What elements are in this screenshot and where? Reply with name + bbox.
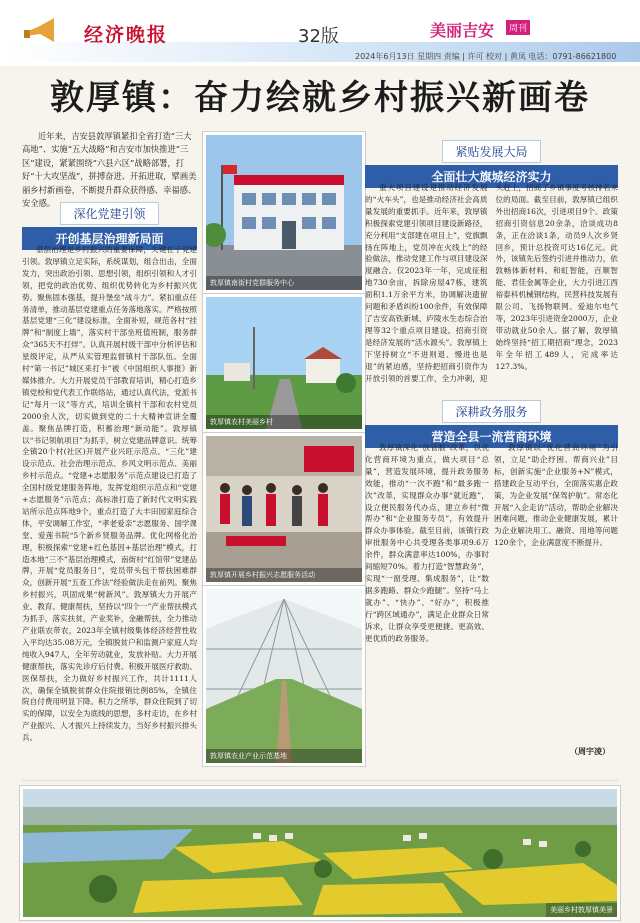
masthead-info: 2024年6月13日 星期四 责编 | 许可 校对 | 黄凤 电话：0791-86621800 (355, 52, 617, 61)
section-2-subtitle: 全面壮大旗城经济实力 (365, 165, 618, 188)
section-3-body-right: 敦厚镇以“优化营商环境”为引领，立足“助企纾困、帮商兴业”目标，创新实施“企业服务+N”模式，搭建政企互动平台，全面落实惠企政策，为企业发展“保驾护航”。常态化开展“入企走访”活动，帮助企业解决困难问题，推动企业健康发展，累计为企业解决用工、融资、用地等问题120余个，企业满意度不断提升。 (494, 443, 618, 548)
section-1-body: 基层治理是乡村振兴的重要保障，关键在于党建引领。敦厚镇立足实际，系统谋划，组合出击，全面发力，突出政治引领、思想引领，组织引领和人才引领，把党的政治优势、组织优势转化为乡村振兴优势。聚焦固本强基，提升堡垒“战斗力”。紧扣重点任务清单，推动基层党建重点任务落地落实。严格按照基层党建“三化”建设标准，全面补短，规范各村“挂牌”和“制度上墙”，落实村干部坐班值班制，服务群众“365天不打烊”。认真开展村级干部中分析评估和星级评定，从严从实管理监督镇村干部队伍。全面村“第一书记”城区来打卡”被《中国组织人事报》新媒体推介。大力开展党员干部教育培训，精心打造乡镇党校和党代表工作联络站，通过认真代法，党派书记“每月一议”等方式，培训全镇村干部和农村党员2000余人次，切实做到党的二十大精神宣讲全覆盖。聚焦品牌打造，积蓄治理“新动能”。敦厚镇以“书记领航项目”为抓手，树立党建品牌意识。统筹全镇20个村(社区)开展产业兴旺示范点、“三化”建设示范点、社会治理示范点、乡风文明示范点、美丽乡村示范点。“党建+志愿服务”示范点建设已打造了全国村级党建服务阵地，发挥党组织示范点和“党建+志愿服务”示范点；高标准打造了新时代文明实践站所示范点阵地9个，重点打造了大丰田园家庭综合体，平安调解工作室，“孝老爱亲”志愿服务、国学课堂、爱莲书院“5个新乡贤服务品牌。优化网格化治理，积极探索“党建+红色基因+基层治理”模式，打造本地“三不”基层治理模式，南街村“红馆带”党建品牌，开展“党员服务日”，党员带头包干帮扶困难群众，创新开展“五查工作法”经验做法走在前列。聚焦乡村振兴，巩固成果“树新风”。敦厚镇大力开展产业、教育、健康帮扶，坚持以“四个一”产业帮扶模式为抓手，落实扶贫，产业奖补，金融帮扶，全力推动产业联农带农，2023年全镇村级集体经济经营性收入平均达35.08万元，全镇脱贫户和监测户家庭人均纯收入947人，全年劳动就业，发放补贴。大力开展健康帮扶，落实先诊疗后付费。积极开展医疗救助、医保帮扶，全力做好乡村振兴工作，共计1111人次，确保全镇脱贫群众住院报销比例85%，全镇住院自付费用明显下降。积力之所举，群众住院到了切实的保障，以安全为底线的思想，多村走访，在乡村产业振兴、人才振兴上持续发力，当好乡村振兴排头兵。 (22, 245, 197, 743)
right-logo: 美丽吉安 (430, 21, 495, 40)
section-3-header (365, 400, 618, 448)
section-3-subtitle: 营造全县一流营商环境 (365, 425, 618, 448)
photo-service-center (203, 132, 365, 293)
photo-1-caption: 敦厚镇南街村党群服务中心 (206, 276, 362, 290)
photo-4-caption: 敦厚镇农业产业示范基地 (206, 749, 362, 763)
edition-tag: 周刊 (506, 20, 530, 35)
photo-3-caption: 敦厚镇开展乡村振兴志愿服务活动 (206, 568, 362, 582)
masthead-left-logo-area (22, 10, 232, 54)
photo-volunteer-event (203, 433, 365, 585)
masthead (0, 0, 640, 66)
lead-paragraph: 近年来，吉安县敦厚镇紧扣全省打造“三大高地”、实施“五大战略”和吉安市加快推进“三区”建设，紧紧围绕“六县六区”战略部署，打好“十大攻坚战”，拼搏奋进、开拓进取，擘画美丽乡村新画卷，不断提升群众获得感、幸福感、安全感。 (22, 131, 197, 209)
photo-panorama (20, 786, 620, 920)
volunteer-event-picture (206, 436, 362, 582)
divider (22, 780, 618, 781)
village-road-picture (206, 297, 362, 429)
greenhouse-picture (206, 589, 362, 763)
left-logo: 经济晚报 (84, 24, 169, 46)
panorama-picture (23, 789, 617, 917)
photo-2-caption: 敦厚镇农村美丽乡村 (206, 415, 362, 429)
photo-village-road (203, 294, 365, 432)
section-2-body: 重大项目建设是推动经济发展的“火车头”，也是推动经济社会高质量发展的重要抓手。近年来，敦厚镇积极探索党建引领项目建设新路径，充分利用“支部建在项目上”，党旗飘扬在阵地上，党员冲在火线上”的经验做法，推动党建工作与项目建设深度融合。仅2023年一年，完成征租地730余亩，拆除房屋47栋，建筑面积1.1万余平方米，协调解决遗留问题和矛盾纠纷100余件，有效保障了吉安高铁新城、庐陵水生态综合治理等32个重点项目建设。招商引资是经济发展的“活水源头”。敦厚镇上下坚持树立“不进则退、慢进也是退”的紧迫感，坚持把招商引资作为开放引领的首要工作，全力冲刺，迎头赶上，招商了乡镇事度考核排名末位的局面。截至目前，敦厚镇已组织外出招商16次，引进项目9个。政策招商引资信息20余条，洽谈成功8条，正在洽谈1条，动员9人次乡贤回乡，预计总投资可达16亿元。此外，该镇先后签约引进并推动力，依敦畅体新材料、和虹智能，百顺智能、君佳金属等企业，大力引进江西裕泰科机械钢结构，民营科技发展有限公司、飞扬物联网、爱迪尔电气等，2023年引进资金2000万，企业带动就业50余人。据了解，敦厚镇始终坚持“招工期招商”理念，2023年全年招工489人，完成率达127.3%。 (365, 183, 618, 383)
section-3-title: 深耕政务服务 (442, 400, 540, 423)
author-credit: （周宇凌） (570, 747, 610, 756)
section-2-header (365, 140, 618, 188)
section-3-body-left: 敦厚镇深化“放管服”改革，以优化营商环境为重点，做大项目“总量”，营造发展环境，提升政务服务效能，推动“一次不跑”和“最多跑一次”改革，实现群众办事“就近跑”，设立便民服务代办点，建立乡村“微帮办”和“企业服务专员”，有效提升群众办事体验。截至目前，该镇行政审批服务中心共受理各类事项9.6万余件，群众满意率达100%，办事时间缩短70%。着力打造“智慧政务”，实现“一窗受理、集成服务”，让“数据多跑路、群众少跑腿”。坚持“马上就办”、“快办”、“好办”，积极推行“跨区域通办”，满足企业群众日常诉求，让群众享受更便捷、更高效、更优质的政务服务。 (365, 443, 489, 643)
section-2-title: 紧贴发展大局 (442, 140, 540, 163)
section-1-subtitle: 开创基层治理新局面 (22, 227, 197, 250)
section-1-header (22, 202, 197, 250)
page-title: 敦厚镇：奋力绘就乡村振兴新画卷 (50, 78, 590, 118)
photo-5-caption: 美丽乡村敦厚镇美景 (546, 903, 617, 917)
section-1-title: 深化党建引领 (60, 202, 158, 225)
service-center-picture (206, 135, 362, 290)
trumpet-icon (22, 12, 58, 48)
page-number: 32版 (298, 26, 339, 47)
photo-greenhouse (203, 586, 365, 766)
